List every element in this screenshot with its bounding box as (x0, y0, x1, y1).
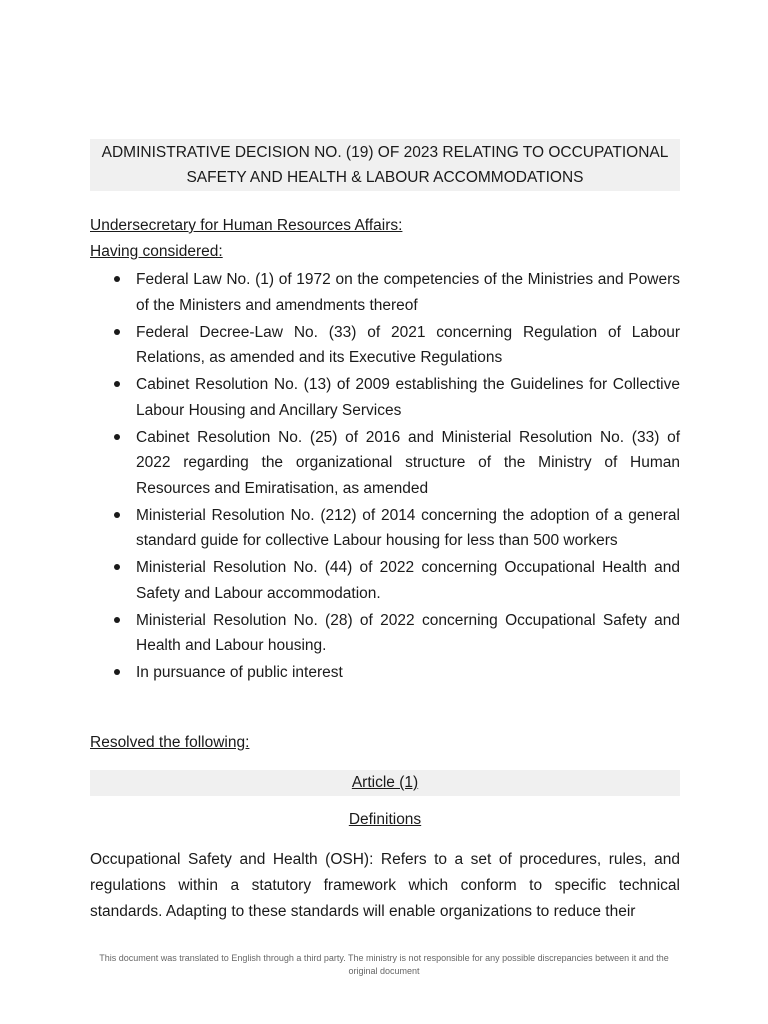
list-item: Ministerial Resolution No. (212) of 2014 concerning the adoption of a general standard guide for collective Labour housing for less than 500 workers (90, 503, 680, 554)
list-item: Ministerial Resolution No. (28) of 2022 concerning Occupational Safety and Health and Labour housing. (90, 608, 680, 659)
footer-line-2: original document (348, 966, 420, 976)
bullet-icon (114, 669, 120, 675)
considered-heading: Having considered: (90, 243, 223, 260)
definitions-heading: Definitions (348, 811, 422, 828)
article-heading: Article (1) (90, 770, 680, 796)
bullet-icon (114, 329, 120, 335)
definition-text: Refers to a set of procedures, rules, and regulations within a statutory framework which conform to specific technical standards. Adapting to these standards will enable organizations to reduce their (90, 851, 680, 920)
title-line-1: ADMINISTRATIVE DECISION NO. (19) OF 2023 RELATING TO OCCUPATIONAL (101, 144, 669, 161)
issuer-heading: Undersecretary for Human Resources Affairs: (90, 217, 403, 234)
title-line-2: SAFETY AND HEALTH & LABOUR ACCOMMODATIONS (186, 169, 584, 186)
document-title (90, 139, 680, 191)
bullet-icon (114, 276, 120, 282)
bullet-icon (114, 617, 120, 623)
list-item: Ministerial Resolution No. (44) of 2022 concerning Occupational Health and Safety and Labour accommodation. (90, 555, 680, 606)
list-item: Cabinet Resolution No. (13) of 2009 establishing the Guidelines for Collective Labour Housing and Ancillary Services (90, 372, 680, 423)
footer-line-1: This document was translated to English through a third party. The ministry is not responsible for any possible discrepancies between it and the (99, 953, 669, 963)
bullet-icon (114, 434, 120, 440)
bullet-icon (114, 512, 120, 518)
bullet-icon (114, 564, 120, 570)
list-item: Federal Decree-Law No. (33) of 2021 concerning Regulation of Labour Relations, as amended and its Executive Regulations (90, 320, 680, 371)
definition-paragraph (90, 847, 680, 925)
list-item: Cabinet Resolution No. (25) of 2016 and Ministerial Resolution No. (33) of 2022 regarding the organizational structure of the Ministry of Human Resources and Emiratisation, as amended (90, 425, 680, 502)
considerations-list (90, 267, 680, 687)
resolved-heading: Resolved the following: (90, 734, 250, 751)
definition-term: Occupational Safety and Health (OSH): (90, 851, 374, 868)
translation-disclaimer (80, 952, 688, 978)
list-item: In pursuance of public interest (90, 660, 680, 686)
list-item: Federal Law No. (1) of 1972 on the competencies of the Ministries and Powers of the Ministers and amendments thereof (90, 267, 680, 318)
bullet-icon (114, 381, 120, 387)
